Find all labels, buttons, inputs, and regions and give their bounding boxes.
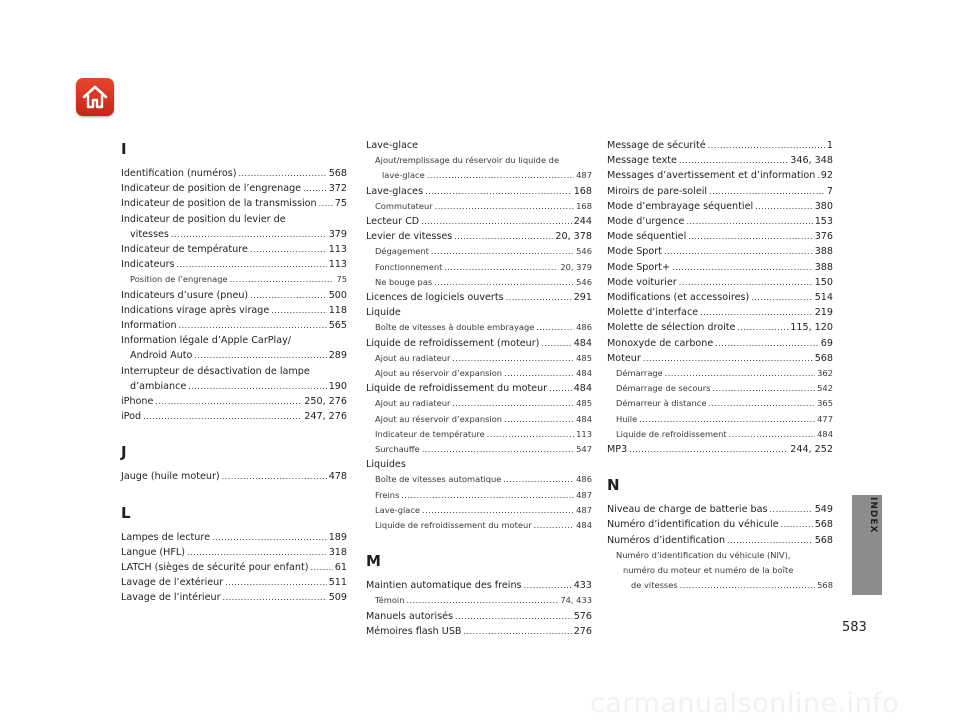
dot-leader (303, 181, 327, 196)
page-reference[interactable]: 20, 379 (560, 261, 592, 272)
dot-leader (310, 560, 332, 575)
index-entry[interactable] (607, 320, 833, 335)
index-subentry[interactable] (366, 260, 592, 275)
dot-leader (187, 545, 327, 560)
page-reference[interactable]: 20, 378 (555, 231, 592, 243)
page-reference[interactable]: 568 (328, 168, 347, 179)
index-subentry[interactable]: Numéro d’identification du véhicule (NIV), numéro du moteur et numéro de la boîte de vitesses ..... 568 (607, 548, 833, 594)
page-reference[interactable]: 477 (817, 413, 833, 424)
page-reference[interactable]: 372 (328, 183, 347, 195)
dot-leader (212, 530, 327, 545)
page-reference[interactable]: 74, 433 (560, 595, 592, 606)
index-subentry[interactable] (366, 472, 592, 487)
entry-term: Lampes de lecture (121, 531, 210, 543)
entry-term: Liquide de refroidissement (moteur) (366, 337, 540, 349)
index-entry[interactable] (607, 336, 833, 351)
index-entry[interactable] (607, 184, 833, 199)
entry-term: Lecteur CD (366, 216, 420, 228)
index-subentry[interactable] (366, 427, 592, 442)
entry-term: Boîte de vitesses à double embrayage (375, 322, 535, 333)
dot-leader (177, 257, 327, 272)
index-subentry[interactable] (366, 396, 592, 411)
dot-leader (541, 336, 571, 351)
page-reference[interactable]: 478 (328, 471, 347, 483)
entry-term: Ajout au réservoir d’expansion (375, 368, 503, 379)
entry-term: Numéro d’identification du véhicule (607, 519, 779, 531)
page-reference[interactable]: 168 (573, 185, 592, 197)
entry-term: Indicateurs d’usure (pneu) (121, 289, 249, 301)
page-reference[interactable]: 61 (334, 562, 347, 574)
entry-term: Lavage de l’extérieur (121, 577, 224, 589)
dot-leader (524, 578, 572, 593)
page-reference[interactable]: 486 (576, 474, 592, 485)
dot-leader (737, 320, 788, 335)
entry-term: Indicateur de position de la transmission (121, 198, 317, 210)
entry-term: iPhone (121, 396, 154, 408)
entry-term: Indicateurs (121, 259, 175, 271)
page-reference[interactable]: 388 (814, 261, 833, 273)
entry-term: Moteur (607, 352, 641, 364)
entry-term: Indicateur de température (375, 428, 485, 439)
entry-term: Modifications (et accessoires) (607, 292, 750, 304)
dot-leader (643, 351, 813, 366)
dot-leader (179, 318, 327, 333)
index-entry[interactable] (366, 184, 592, 199)
entry-term: Maintien automatique des freins (366, 580, 522, 592)
page-reference[interactable]: 362 (817, 368, 833, 379)
index-column-1 (121, 138, 347, 606)
index-entry[interactable] (607, 502, 833, 517)
dot-leader (238, 166, 326, 181)
index-subentry[interactable] (607, 412, 833, 427)
dot-leader (422, 442, 574, 457)
dot-leader (452, 396, 574, 411)
index-entry[interactable] (121, 545, 347, 560)
dot-leader (686, 214, 812, 229)
entry-term: Commutateur (375, 200, 433, 211)
index-entry[interactable] (121, 166, 347, 181)
index-subentry[interactable] (607, 381, 833, 396)
page-reference[interactable]: 565 (328, 320, 347, 332)
page-reference[interactable]: 69 (820, 337, 833, 349)
dot-leader (435, 199, 574, 214)
page-reference[interactable]: 484 (576, 520, 592, 531)
dot-leader (143, 409, 302, 424)
entry-term: Freins (375, 489, 400, 500)
index-subentry[interactable] (366, 351, 592, 366)
index-entry[interactable] (366, 336, 592, 351)
index-entry[interactable] (121, 590, 347, 605)
page-reference[interactable]: 484 (817, 428, 833, 439)
entry-term: MP3 (607, 444, 628, 456)
index-entry[interactable] (607, 153, 833, 168)
entry-term: Ne bouge pas (375, 276, 433, 287)
dot-leader (421, 214, 572, 229)
index-entry[interactable] (366, 214, 592, 229)
page-reference[interactable]: 388 (814, 246, 833, 258)
dot-leader (639, 412, 815, 427)
dot-leader (444, 260, 558, 275)
index-entry[interactable] (366, 229, 592, 244)
index-entry[interactable] (366, 609, 592, 624)
entry-term: Information (121, 320, 177, 332)
index-entry[interactable] (607, 442, 833, 457)
entry-term: Miroirs de pare-soleil (607, 185, 708, 197)
index-entry[interactable] (607, 260, 833, 275)
index-subentry[interactable]: Ajout/remplissage du réservoir du liquide de lave-glace ..... 487 (366, 153, 592, 183)
page-reference[interactable]: 1 (826, 140, 833, 151)
entry-term: iPod (121, 411, 142, 423)
entry-term: Mémoires flash USB (366, 625, 462, 637)
entry-term: Indicateur de position de l’engrenage (121, 183, 302, 195)
page-reference[interactable]: 511 (328, 577, 347, 589)
dot-leader (664, 244, 813, 259)
home-icon (81, 83, 109, 111)
dot-leader (319, 196, 333, 211)
index-entry[interactable] (607, 138, 833, 153)
entry-term: Message de sécurité (607, 140, 706, 151)
page-reference[interactable]: 549 (814, 504, 833, 516)
entry-term: Liquide de refroidissement (616, 428, 727, 439)
page-reference[interactable]: 113 (328, 244, 347, 256)
dot-leader (464, 624, 572, 639)
index-entry[interactable] (607, 214, 833, 229)
page-reference[interactable]: 276 (573, 625, 592, 637)
index-entry[interactable] (121, 560, 347, 575)
page-reference[interactable]: 484 (573, 337, 592, 349)
index-column-3 (607, 138, 833, 593)
page-reference[interactable]: 484 (576, 413, 592, 424)
entry-term: Dégagement (375, 246, 429, 257)
index-subentry[interactable] (366, 488, 592, 503)
dot-leader (225, 575, 326, 590)
entry-term: Huile (616, 413, 638, 424)
page-reference[interactable]: 113 (576, 428, 592, 439)
dot-leader (665, 366, 815, 381)
dot-leader (271, 303, 326, 318)
dot-leader (401, 488, 574, 503)
entry-term: Licences de logiciels ouverts (366, 292, 504, 304)
index-tab-label: INDEX (868, 497, 878, 534)
section-letter-j: J (121, 443, 127, 462)
page-reference[interactable]: 568 (814, 534, 833, 546)
entry-term: Manuels autorisés (366, 610, 454, 622)
entry-term: Niveau de charge de batterie bas (607, 504, 768, 516)
index-entry[interactable] (607, 351, 833, 366)
index-entry[interactable] (366, 381, 592, 396)
page-reference[interactable]: 150 (814, 276, 833, 288)
dot-leader (536, 320, 574, 335)
entry-term: Indicateur de température (121, 244, 248, 256)
entry-term: Levier de vitesses (366, 231, 453, 243)
page-reference[interactable]: 500 (328, 289, 347, 301)
entry-term: Ajout au radiateur (375, 398, 451, 409)
dot-leader (729, 427, 815, 442)
home-button[interactable] (76, 78, 114, 116)
index-column-2 (366, 138, 592, 639)
entry-term: Boîte de vitesses automatique (375, 474, 502, 485)
entry-term: Mode d’embrayage séquentiel (607, 200, 754, 212)
entry-term: LATCH (sièges de sécurité pour enfant) (121, 562, 309, 574)
index-entry[interactable] (607, 290, 833, 305)
dot-leader (431, 244, 574, 259)
page-reference[interactable]: 546 (576, 246, 592, 257)
index-entry[interactable] (121, 469, 347, 484)
page-reference[interactable]: 376 (814, 231, 833, 243)
page-reference[interactable]: 118 (328, 304, 347, 316)
index-entry[interactable] (607, 275, 833, 290)
page-reference[interactable]: 485 (576, 352, 592, 363)
dot-leader (487, 427, 574, 442)
page-reference[interactable]: 92 (820, 170, 833, 182)
index-subentry[interactable] (607, 396, 833, 411)
dot-leader (713, 381, 816, 396)
entry-term: Ajout au réservoir d’expansion (375, 413, 503, 424)
entry-term: Mode séquentiel (607, 231, 687, 243)
index-heading[interactable]: Liquide (366, 307, 401, 319)
entry-term: Monoxyde de carbone (607, 337, 714, 349)
entry-term: Molette de sélection droite (607, 322, 736, 334)
index-subentry[interactable] (366, 320, 592, 335)
entry-term: Identification (numéros) (121, 168, 237, 179)
index-subentry[interactable] (366, 442, 592, 457)
dot-leader (770, 502, 813, 517)
page-reference[interactable]: 509 (328, 592, 347, 604)
index-subentry[interactable] (366, 518, 592, 533)
dot-leader (504, 366, 574, 381)
index-entry[interactable] (607, 168, 833, 183)
watermark: carmanualsonline.info (590, 688, 900, 719)
page-reference[interactable]: 244 (573, 216, 592, 228)
page-reference[interactable]: 189 (328, 531, 347, 543)
dot-leader (679, 153, 788, 168)
entry-term: Molette d’interface (607, 307, 699, 319)
index-entry[interactable]: Indicateur de position du levier de vitesses ..... 379 (121, 212, 347, 242)
dot-leader (250, 242, 327, 257)
dot-leader (700, 305, 813, 320)
dot-leader (708, 396, 815, 411)
index-entry[interactable] (607, 517, 833, 532)
entry-term: Démarrage de secours (616, 383, 711, 394)
page-reference[interactable]: 514 (814, 292, 833, 304)
page-reference[interactable]: 346, 348 (790, 155, 833, 167)
page-reference[interactable]: 113 (328, 259, 347, 271)
dot-leader (425, 184, 572, 199)
page-number: 583 (842, 620, 867, 635)
entry-term: Mode Sport+ (607, 261, 670, 273)
entry-term: Jauge (huile moteur) (121, 471, 220, 483)
index-entry[interactable] (607, 244, 833, 259)
index-entry[interactable] (366, 290, 592, 305)
entry-term: Fonctionnement (375, 261, 443, 272)
page-reference[interactable]: 568 (814, 352, 833, 364)
entry-term: Mode voiturier (607, 276, 677, 288)
index-subentry[interactable] (607, 427, 833, 442)
dot-leader (534, 518, 575, 533)
dot-leader (817, 168, 818, 183)
dot-leader (727, 533, 813, 548)
index-entry[interactable] (121, 409, 347, 424)
entry-term: Langue (HFL) (121, 546, 185, 558)
dot-leader (454, 229, 553, 244)
entry-term: Liquide de refroidissement du moteur (366, 383, 548, 395)
page-reference[interactable]: 484 (573, 383, 592, 395)
page-reference[interactable]: 484 (576, 368, 592, 379)
page-reference[interactable]: 546 (576, 276, 592, 287)
index-entry[interactable] (121, 257, 347, 272)
entry-term: Mode d’urgence (607, 216, 685, 228)
dot-leader (751, 290, 812, 305)
page-reference[interactable]: 486 (576, 322, 592, 333)
index-subentry[interactable] (366, 593, 592, 608)
page-reference[interactable]: 568 (814, 519, 833, 531)
index-subentry[interactable] (366, 412, 592, 427)
entry-term: Démarrage (616, 368, 663, 379)
entry-term: Témoin (375, 595, 405, 606)
dot-leader (222, 469, 327, 484)
index-subentry[interactable] (366, 366, 592, 381)
dot-leader (549, 381, 572, 396)
dot-leader (709, 184, 825, 199)
entry-term: Démarreur à distance (616, 398, 707, 409)
dot-leader (672, 260, 813, 275)
index-entry[interactable] (366, 624, 592, 639)
page-reference[interactable]: 115, 120 (790, 322, 833, 334)
index-entry[interactable] (607, 229, 833, 244)
index-subentry[interactable] (607, 366, 833, 381)
index-entry[interactable] (121, 530, 347, 545)
section-letter-m: M (366, 552, 381, 571)
entry-term: Ajout au radiateur (375, 352, 451, 363)
index-entry[interactable] (366, 578, 592, 593)
page-reference[interactable]: 219 (814, 307, 833, 319)
dot-leader (155, 394, 302, 409)
index-entry[interactable] (607, 199, 833, 214)
dot-leader (455, 609, 572, 624)
page-reference[interactable]: 433 (573, 580, 592, 592)
entry-term: Liquide de refroidissement du moteur (375, 520, 532, 531)
index-entry[interactable]: Information légale d’Apple CarPlay/ Android Auto ..... 289 (121, 333, 347, 363)
index-subentry[interactable] (366, 199, 592, 214)
index-entry[interactable] (121, 242, 347, 257)
index-entry[interactable] (121, 318, 347, 333)
dot-leader (679, 275, 813, 290)
entry-term: Mode Sport (607, 246, 662, 258)
index-entry[interactable]: Interrupteur de désactivation de lampe d’ambiance ..... 190 (121, 364, 347, 394)
entry-term: Lave-glaces (366, 185, 424, 197)
page-reference[interactable]: 487 (576, 504, 592, 515)
page-reference[interactable]: 380 (814, 200, 833, 212)
page-reference[interactable]: 153 (814, 216, 833, 228)
page-reference[interactable]: 542 (817, 383, 833, 394)
index-subentry[interactable]: Position de l’engrenage ..... 75 (121, 272, 347, 287)
index-heading[interactable]: Liquides (366, 459, 406, 471)
dot-leader (406, 593, 558, 608)
index-entry[interactable] (121, 303, 347, 318)
entry-term: Surchauffe (375, 444, 420, 455)
section-letter-i: I (121, 140, 127, 158)
page-reference[interactable]: 318 (328, 546, 347, 558)
index-entry[interactable] (121, 288, 347, 303)
dot-leader (755, 199, 813, 214)
page-reference[interactable]: 547 (576, 444, 592, 455)
entry-term: Numéros d’identification (607, 534, 726, 546)
entry-term: Indications virage après virage (121, 304, 270, 316)
dot-leader (708, 138, 825, 153)
dot-leader (781, 517, 813, 532)
entry-term: Lave-glace (375, 504, 421, 515)
page-reference[interactable]: 168 (576, 200, 592, 211)
page-reference[interactable]: 247, 276 (304, 411, 347, 423)
page-reference[interactable]: 250, 276 (304, 396, 347, 408)
page-reference[interactable]: 576 (573, 610, 592, 622)
section-letter-l: L (121, 503, 131, 522)
page-reference[interactable]: 75 (334, 198, 347, 210)
index-subentry[interactable] (366, 503, 592, 518)
index-entry[interactable] (121, 181, 347, 196)
index-heading[interactable]: Lave-glace (366, 140, 419, 151)
page-reference[interactable]: 485 (576, 398, 592, 409)
entry-term: Lavage de l’intérieur (121, 592, 221, 604)
index-entry[interactable] (121, 575, 347, 590)
dot-leader (452, 351, 574, 366)
entry-term: Message texte (607, 155, 677, 167)
dot-leader (715, 336, 819, 351)
page-reference[interactable]: 7 (826, 185, 833, 197)
section-letter-n: N (607, 476, 620, 495)
index-entry[interactable] (121, 394, 347, 409)
dot-leader (504, 412, 574, 427)
dot-leader (223, 590, 327, 605)
dot-leader (503, 472, 574, 487)
page-reference[interactable]: 244, 252 (790, 444, 833, 456)
dot-leader (250, 288, 327, 303)
page-reference[interactable]: 487 (576, 489, 592, 500)
index-entry[interactable] (607, 533, 833, 548)
dot-leader (688, 229, 812, 244)
dot-leader (422, 503, 574, 518)
index-entry[interactable] (121, 196, 347, 211)
index-subentry[interactable] (366, 275, 592, 290)
page-reference[interactable]: 291 (573, 292, 592, 304)
index-subentry[interactable] (366, 244, 592, 259)
dot-leader (629, 442, 788, 457)
page-reference[interactable]: 365 (817, 398, 833, 409)
index-entry[interactable] (607, 305, 833, 320)
entry-term: Messages d’avertissement et d’information (607, 170, 816, 182)
dot-leader (506, 290, 572, 305)
dot-leader (434, 275, 574, 290)
